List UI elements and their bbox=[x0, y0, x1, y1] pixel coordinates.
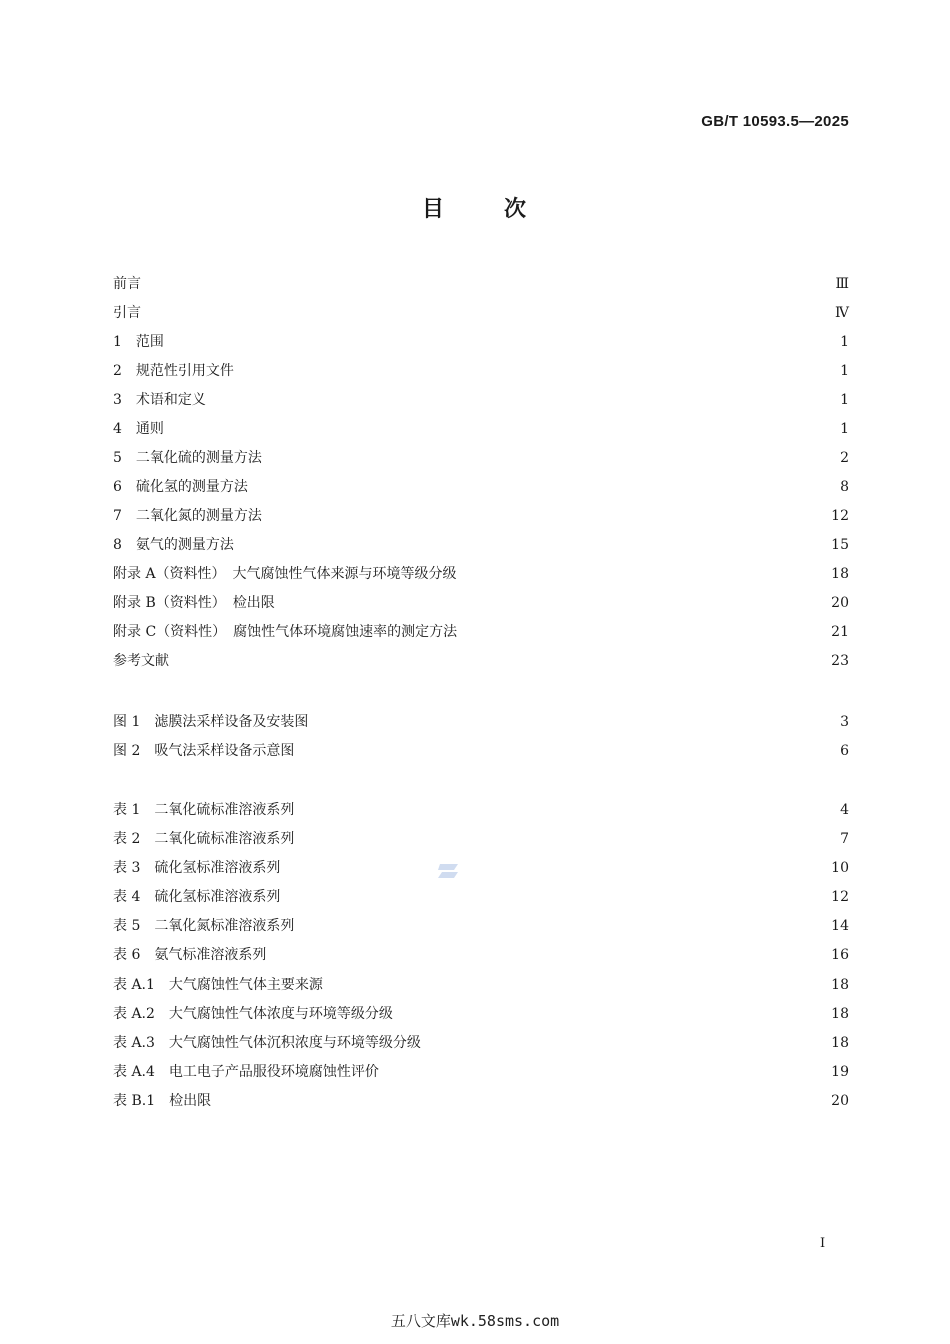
leader-dots bbox=[461, 621, 827, 643]
table-entry[interactable]: 表 6 氨气标准溶液系列 16 bbox=[113, 944, 849, 966]
leader-dots bbox=[425, 1032, 827, 1054]
leader-dots bbox=[168, 418, 835, 440]
toc-entry[interactable]: 1 范围 1 bbox=[113, 331, 849, 353]
standard-code: GB/T 10593.5—2025 bbox=[701, 113, 849, 130]
toc-entry[interactable]: 5 二氧化硫的测量方法 2 bbox=[113, 447, 849, 469]
toc-entry[interactable]: 附录 B（资料性） 检出限 20 bbox=[113, 592, 849, 614]
leader-dots bbox=[461, 563, 828, 585]
leader-dots bbox=[298, 740, 835, 762]
leader-dots bbox=[383, 1061, 827, 1083]
table-entry[interactable]: 表 5 二氧化氮标准溶液系列 14 bbox=[113, 915, 849, 937]
table-entry[interactable]: 表 4 硫化氢标准溶液系列 12 bbox=[113, 886, 849, 908]
table-entry[interactable]: 表 2 二氧化硫标准溶液系列 7 bbox=[113, 828, 849, 850]
leader-dots bbox=[238, 360, 835, 382]
toc-entry[interactable]: 7 二氧化氮的测量方法 12 bbox=[113, 505, 849, 527]
page-number: I bbox=[820, 1236, 826, 1251]
table-entry[interactable]: 表 1 二氧化硫标准溶液系列 4 bbox=[113, 799, 849, 821]
figure-entry[interactable]: 图 2 吸气法采样设备示意图 6 bbox=[113, 740, 849, 762]
toc-entry[interactable]: 2 规范性引用文件 1 bbox=[113, 360, 849, 382]
toc-entry[interactable]: 8 氨气的测量方法 15 bbox=[113, 534, 849, 556]
table-entry[interactable]: 表 A.3 大气腐蚀性气体沉积浓度与环境等级分级 18 bbox=[113, 1032, 849, 1054]
toc-entry[interactable]: 参考文献 23 bbox=[113, 650, 849, 672]
leader-dots bbox=[266, 505, 827, 527]
leader-dots bbox=[238, 534, 827, 556]
toc-entry[interactable]: 附录 A（资料性） 大气腐蚀性气体来源与环境等级分级 18 bbox=[113, 563, 849, 585]
leader-dots bbox=[312, 711, 835, 733]
page-title-part2: 次 bbox=[504, 196, 529, 222]
leader-dots bbox=[397, 1003, 827, 1025]
table-entry[interactable]: 表 A.2 大气腐蚀性气体浓度与环境等级分级 18 bbox=[113, 1003, 849, 1025]
footer-site-text[interactable]: 五八文库wk.58sms.com bbox=[390, 1312, 560, 1330]
leader-dots bbox=[210, 389, 835, 411]
leader-dots bbox=[173, 650, 827, 672]
leader-dots bbox=[298, 915, 827, 937]
table-entry[interactable]: 表 3 硫化氢标准溶液系列 10 bbox=[113, 857, 849, 879]
leader-dots bbox=[215, 1090, 827, 1112]
leader-dots bbox=[145, 273, 831, 295]
leader-dots bbox=[298, 799, 835, 821]
leader-dots bbox=[252, 476, 835, 498]
leader-dots bbox=[327, 974, 827, 996]
table-entry[interactable]: 表 A.1 大气腐蚀性气体主要来源 18 bbox=[113, 974, 849, 996]
toc-entry[interactable]: 前言 Ⅲ bbox=[113, 273, 849, 295]
toc-entry[interactable]: 6 硫化氢的测量方法 8 bbox=[113, 476, 849, 498]
leader-dots bbox=[168, 331, 835, 353]
leader-dots bbox=[284, 886, 827, 908]
leader-dots bbox=[298, 828, 835, 850]
leader-dots bbox=[279, 592, 827, 614]
leader-dots bbox=[284, 857, 827, 879]
watermark-logo-icon bbox=[436, 861, 460, 881]
table-entry[interactable]: 表 A.4 电工电子产品服役环境腐蚀性评价 19 bbox=[113, 1061, 849, 1083]
toc-entry[interactable]: 引言 Ⅳ bbox=[113, 302, 849, 324]
toc-entry[interactable]: 3 术语和定义 1 bbox=[113, 389, 849, 411]
leader-dots bbox=[270, 944, 827, 966]
toc-entry[interactable]: 4 通则 1 bbox=[113, 418, 849, 440]
figure-entry[interactable]: 图 1 滤膜法采样设备及安装图 3 bbox=[113, 711, 849, 733]
page-title bbox=[0, 192, 950, 223]
toc-entry[interactable]: 附录 C（资料性） 腐蚀性气体环境腐蚀速率的测定方法 21 bbox=[113, 621, 849, 643]
leader-dots bbox=[145, 302, 831, 324]
table-entry[interactable]: 表 B.1 检出限 20 bbox=[113, 1090, 849, 1112]
page-title-part1: 目 bbox=[421, 196, 446, 222]
leader-dots bbox=[266, 447, 835, 469]
